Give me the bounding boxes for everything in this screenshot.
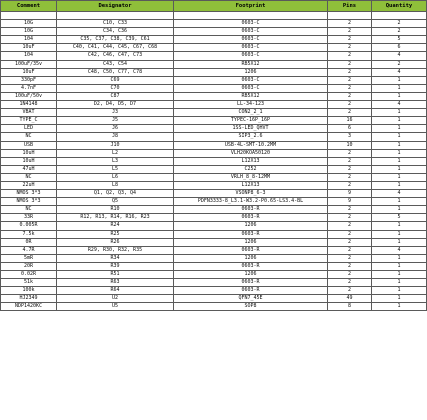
pins-cell[interactable]: 2 [328, 238, 372, 246]
designator-cell[interactable]: Q5 [57, 198, 174, 206]
table-row[interactable] [1, 20, 427, 28]
header-pins[interactable]: Pins [328, 1, 372, 12]
quantity-cell[interactable]: 1 [372, 181, 427, 189]
designator-cell[interactable]: C42, C46, C47, C73 [57, 52, 174, 60]
pins-cell[interactable]: 2 [328, 254, 372, 262]
footprint-cell[interactable]: VSONP8_6-3 [174, 190, 328, 198]
pins-cell[interactable]: 2 [328, 101, 372, 109]
designator-cell[interactable]: R34 [57, 254, 174, 262]
designator-cell[interactable]: L8 [57, 181, 174, 189]
quantity-cell[interactable]: 6 [372, 44, 427, 52]
pins-cell[interactable]: 2 [328, 109, 372, 117]
footprint-cell[interactable]: 1206 [174, 254, 328, 262]
pins-cell[interactable]: 9 [328, 190, 372, 198]
quantity-cell[interactable]: 5 [372, 214, 427, 222]
footprint-cell[interactable]: 1206 [174, 238, 328, 246]
designator-cell[interactable]: L6 [57, 173, 174, 181]
footprint-cell[interactable]: 1206 [174, 68, 328, 76]
pins-cell[interactable]: 2 [328, 165, 372, 173]
comment-cell[interactable]: 100k [1, 287, 57, 295]
header-footprint[interactable]: Footprint [174, 1, 328, 12]
designator-cell[interactable]: R39 [57, 262, 174, 270]
table-row[interactable] [1, 68, 427, 76]
footprint-cell[interactable]: 0603-C [174, 52, 328, 60]
footprint-cell[interactable]: 0603-R [174, 230, 328, 238]
footprint-cell[interactable]: RB5X12 [174, 92, 328, 100]
designator-cell[interactable]: U2 [57, 295, 174, 303]
pins-cell[interactable]: 2 [328, 157, 372, 165]
header-quantity[interactable]: Quantity [372, 1, 427, 12]
table-row[interactable] [1, 181, 427, 189]
comment-cell[interactable]: 10uF [1, 44, 57, 52]
header-comment[interactable]: Comment [1, 1, 57, 12]
pins-cell[interactable]: 2 [328, 76, 372, 84]
comment-cell[interactable]: NC [1, 133, 57, 141]
comment-cell[interactable]: 330pF [1, 76, 57, 84]
table-row[interactable] [1, 36, 427, 44]
table-row[interactable] [1, 76, 427, 84]
pins-cell[interactable]: 16 [328, 117, 372, 125]
comment-cell[interactable]: USB [1, 141, 57, 149]
quantity-cell[interactable]: 4 [372, 190, 427, 198]
table-row[interactable] [1, 125, 427, 133]
quantity-cell[interactable]: 1 [372, 222, 427, 230]
pins-cell[interactable]: 2 [328, 28, 372, 36]
quantity-cell[interactable]: 1 [372, 117, 427, 125]
table-row[interactable] [1, 84, 427, 92]
footprint-cell[interactable]: 0603-R [174, 279, 328, 287]
designator-cell[interactable]: R63 [57, 279, 174, 287]
table-row[interactable] [1, 190, 427, 198]
table-row[interactable] [1, 262, 427, 270]
pins-cell[interactable]: 2 [328, 60, 372, 68]
pins-cell[interactable]: 2 [328, 271, 372, 279]
comment-cell[interactable]: 20R [1, 262, 57, 270]
quantity-cell[interactable]: 1 [372, 230, 427, 238]
quantity-cell[interactable]: 1 [372, 109, 427, 117]
quantity-cell[interactable]: 1 [372, 125, 427, 133]
footprint-cell[interactable]: SIP3_2.6 [174, 133, 328, 141]
footprint-cell[interactable]: RB5X12 [174, 60, 328, 68]
designator-cell[interactable]: J6 [57, 125, 174, 133]
pins-cell[interactable]: 2 [328, 222, 372, 230]
pins-cell[interactable]: 2 [328, 92, 372, 100]
pins-cell[interactable]: 2 [328, 287, 372, 295]
designator-cell[interactable]: R29, R30, R32, R35 [57, 246, 174, 254]
comment-cell[interactable]: 104 [1, 52, 57, 60]
pins-cell[interactable] [328, 12, 372, 20]
pins-cell[interactable]: 10 [328, 141, 372, 149]
footprint-cell[interactable]: CON2_2_1 [174, 109, 328, 117]
designator-cell[interactable]: R64 [57, 287, 174, 295]
footprint-cell[interactable]: SOP8 [174, 303, 328, 311]
designator-cell[interactable]: J3 [57, 109, 174, 117]
table-row[interactable] [1, 230, 427, 238]
table-row[interactable] [1, 238, 427, 246]
table-row[interactable] [1, 157, 427, 165]
designator-cell[interactable]: R10 [57, 206, 174, 214]
designator-cell[interactable]: C35, C37, C38, C39, C61 [57, 36, 174, 44]
designator-cell[interactable]: C69 [57, 76, 174, 84]
designator-cell[interactable]: J5 [57, 117, 174, 125]
comment-cell[interactable]: NC [1, 206, 57, 214]
comment-cell[interactable]: TYPE_C [1, 117, 57, 125]
pins-cell[interactable]: 2 [328, 36, 372, 44]
designator-cell[interactable]: C48, C50, C77, C78 [57, 68, 174, 76]
table-row[interactable] [1, 173, 427, 181]
table-row[interactable] [1, 149, 427, 157]
pins-cell[interactable]: 2 [328, 230, 372, 238]
footprint-cell[interactable]: USB-4L-SMT-10.2MM [174, 141, 328, 149]
quantity-cell[interactable]: 1 [372, 173, 427, 181]
comment-cell[interactable]: NMOS 3*3 [1, 190, 57, 198]
comment-cell[interactable]: 33R [1, 214, 57, 222]
designator-cell[interactable]: L3 [57, 157, 174, 165]
designator-cell[interactable]: R24 [57, 222, 174, 230]
quantity-cell[interactable]: 2 [372, 60, 427, 68]
quantity-cell[interactable]: 1 [372, 295, 427, 303]
footprint-cell[interactable]: 1206 [174, 271, 328, 279]
table-row[interactable] [1, 246, 427, 254]
quantity-cell[interactable]: 1 [372, 141, 427, 149]
designator-cell[interactable]: Q1, Q2, Q3, Q4 [57, 190, 174, 198]
table-row[interactable] [1, 206, 427, 214]
comment-cell[interactable] [1, 12, 57, 20]
designator-cell[interactable]: C87 [57, 92, 174, 100]
table-row[interactable] [1, 141, 427, 149]
comment-cell[interactable]: 100uF/35v [1, 60, 57, 68]
designator-cell[interactable]: U5 [57, 303, 174, 311]
table-row[interactable] [1, 271, 427, 279]
pins-cell[interactable]: 2 [328, 149, 372, 157]
comment-cell[interactable]: NMOS 3*3 [1, 198, 57, 206]
table-row[interactable] [1, 101, 427, 109]
designator-cell[interactable]: D2, D4, D5, D7 [57, 101, 174, 109]
table-row[interactable] [1, 222, 427, 230]
comment-cell[interactable]: 10uH [1, 157, 57, 165]
designator-cell[interactable]: L2 [57, 149, 174, 157]
bom-body [1, 12, 427, 311]
footprint-cell[interactable]: PDFN3333-8_L3.1-W3.2-P0.65-LS3.4-BL [174, 198, 328, 206]
pins-cell[interactable]: 2 [328, 246, 372, 254]
footprint-cell[interactable]: VRLH_8_8-12MM [174, 173, 328, 181]
comment-cell[interactable]: 22uH [1, 181, 57, 189]
designator-cell[interactable]: C40, C41, C44, C45, C67, C68 [57, 44, 174, 52]
comment-cell[interactable]: 0.02R [1, 271, 57, 279]
designator-cell[interactable]: J10 [57, 141, 174, 149]
footprint-cell[interactable]: 0603-R [174, 206, 328, 214]
quantity-cell[interactable]: 1 [372, 254, 427, 262]
quantity-cell[interactable]: 1 [372, 84, 427, 92]
footprint-cell[interactable]: 0603-C [174, 44, 328, 52]
quantity-cell[interactable]: 1 [372, 238, 427, 246]
table-row[interactable] [1, 279, 427, 287]
footprint-cell[interactable]: TYPEC-16P_16P [174, 117, 328, 125]
table-row[interactable] [1, 117, 427, 125]
bom-header [1, 1, 427, 12]
comment-cell[interactable]: 10G [1, 20, 57, 28]
footprint-cell[interactable]: 0603-C [174, 20, 328, 28]
table-row[interactable] [1, 12, 427, 20]
table-row[interactable] [1, 303, 427, 311]
footprint-cell[interactable]: QFN7_45E [174, 295, 328, 303]
designator-cell[interactable]: R51 [57, 271, 174, 279]
comment-cell[interactable]: HJ2349 [1, 295, 57, 303]
comment-cell[interactable]: VBAT [1, 109, 57, 117]
footprint-cell[interactable]: LL-34-123 [174, 101, 328, 109]
quantity-cell[interactable]: 1 [372, 157, 427, 165]
pins-cell[interactable]: 2 [328, 262, 372, 270]
footprint-cell[interactable]: L12X13 [174, 157, 328, 165]
comment-cell[interactable]: 51k [1, 279, 57, 287]
quantity-cell[interactable]: 4 [372, 68, 427, 76]
comment-cell[interactable]: 104 [1, 36, 57, 44]
comment-cell[interactable]: 7.5k [1, 230, 57, 238]
table-row[interactable] [1, 52, 427, 60]
footprint-cell[interactable]: C252 [174, 165, 328, 173]
designator-cell[interactable] [57, 12, 174, 20]
designator-cell[interactable]: C70 [57, 84, 174, 92]
quantity-cell[interactable]: 1 [372, 271, 427, 279]
quantity-cell[interactable]: 4 [372, 101, 427, 109]
pins-cell[interactable]: 2 [328, 68, 372, 76]
quantity-cell[interactable]: 4 [372, 246, 427, 254]
quantity-cell[interactable] [372, 12, 427, 20]
quantity-cell[interactable]: 1 [372, 149, 427, 157]
footprint-cell[interactable]: 1SS-LED_QHVT [174, 125, 328, 133]
pins-cell[interactable]: 2 [328, 84, 372, 92]
comment-cell[interactable]: 1N4148 [1, 101, 57, 109]
designator-cell[interactable]: C43, C54 [57, 60, 174, 68]
footprint-cell[interactable]: 0603-C [174, 76, 328, 84]
quantity-cell[interactable]: 1 [372, 287, 427, 295]
pins-cell[interactable]: 49 [328, 295, 372, 303]
comment-cell[interactable]: 0.005R [1, 222, 57, 230]
table-row[interactable] [1, 254, 427, 262]
comment-cell[interactable]: 4.7R [1, 246, 57, 254]
footprint-cell[interactable]: 0603-R [174, 262, 328, 270]
comment-cell[interactable]: 100uF/50v [1, 92, 57, 100]
pins-cell[interactable]: 2 [328, 181, 372, 189]
designator-cell[interactable]: R12, R13, R14, R16, R23 [57, 214, 174, 222]
header-designator[interactable]: Designator [57, 1, 174, 12]
designator-cell[interactable]: L5 [57, 165, 174, 173]
footprint-cell[interactable]: 0603-C [174, 84, 328, 92]
quantity-cell[interactable]: 4 [372, 52, 427, 60]
table-row[interactable] [1, 287, 427, 295]
comment-cell[interactable]: LED [1, 125, 57, 133]
table-row[interactable] [1, 60, 427, 68]
pins-cell[interactable]: 2 [328, 52, 372, 60]
footprint-cell[interactable]: 0603-R [174, 214, 328, 222]
footprint-cell[interactable]: 0603-C [174, 28, 328, 36]
pins-cell[interactable]: 9 [328, 198, 372, 206]
comment-cell[interactable]: 10G [1, 28, 57, 36]
comment-cell[interactable]: 5mR [1, 254, 57, 262]
comment-cell[interactable]: 47uH [1, 165, 57, 173]
pins-cell[interactable]: 3 [328, 133, 372, 141]
designator-cell[interactable]: R25 [57, 230, 174, 238]
designator-cell[interactable]: R26 [57, 238, 174, 246]
table-row[interactable] [1, 198, 427, 206]
quantity-cell[interactable]: 1 [372, 279, 427, 287]
comment-cell[interactable]: 10uH [1, 149, 57, 157]
table-row[interactable] [1, 44, 427, 52]
comment-cell[interactable]: 0R [1, 238, 57, 246]
comment-cell[interactable]: 10uF [1, 68, 57, 76]
quantity-cell[interactable]: 1 [372, 165, 427, 173]
table-row[interactable] [1, 28, 427, 36]
table-row[interactable] [1, 92, 427, 100]
table-row[interactable] [1, 109, 427, 117]
pins-cell[interactable]: 2 [328, 214, 372, 222]
table-row[interactable] [1, 214, 427, 222]
footprint-cell[interactable]: 1206 [174, 222, 328, 230]
footprint-cell[interactable]: 0603-R [174, 287, 328, 295]
quantity-cell[interactable]: 5 [372, 36, 427, 44]
table-row[interactable] [1, 133, 427, 141]
pins-cell[interactable]: 2 [328, 173, 372, 181]
quantity-cell[interactable]: 2 [372, 20, 427, 28]
quantity-cell[interactable]: 1 [372, 76, 427, 84]
quantity-cell[interactable]: 1 [372, 262, 427, 270]
footprint-cell[interactable] [174, 12, 328, 20]
pins-cell[interactable]: 2 [328, 20, 372, 28]
comment-cell[interactable]: 4.7nF [1, 84, 57, 92]
quantity-cell[interactable]: 1 [372, 92, 427, 100]
pins-cell[interactable]: 6 [328, 125, 372, 133]
quantity-cell[interactable]: 1 [372, 303, 427, 311]
quantity-cell[interactable]: 1 [372, 206, 427, 214]
designator-cell[interactable]: J8 [57, 133, 174, 141]
table-row[interactable] [1, 165, 427, 173]
pins-cell[interactable]: 2 [328, 279, 372, 287]
pins-cell[interactable]: 2 [328, 44, 372, 52]
header-row [1, 1, 427, 12]
footprint-cell[interactable]: 0603-C [174, 36, 328, 44]
designator-cell[interactable]: C10, C33 [57, 20, 174, 28]
quantity-cell[interactable]: 1 [372, 133, 427, 141]
quantity-cell[interactable]: 1 [372, 198, 427, 206]
footprint-cell[interactable]: 0603-R [174, 246, 328, 254]
quantity-cell[interactable]: 2 [372, 28, 427, 36]
comment-cell[interactable]: NDP1420KC [1, 303, 57, 311]
designator-cell[interactable]: C34, C36 [57, 28, 174, 36]
footprint-cell[interactable]: L12X13 [174, 181, 328, 189]
table-row[interactable] [1, 295, 427, 303]
comment-cell[interactable]: NC [1, 173, 57, 181]
footprint-cell[interactable]: VLH20KOA50120 [174, 149, 328, 157]
pins-cell[interactable]: 8 [328, 303, 372, 311]
pins-cell[interactable]: 2 [328, 206, 372, 214]
